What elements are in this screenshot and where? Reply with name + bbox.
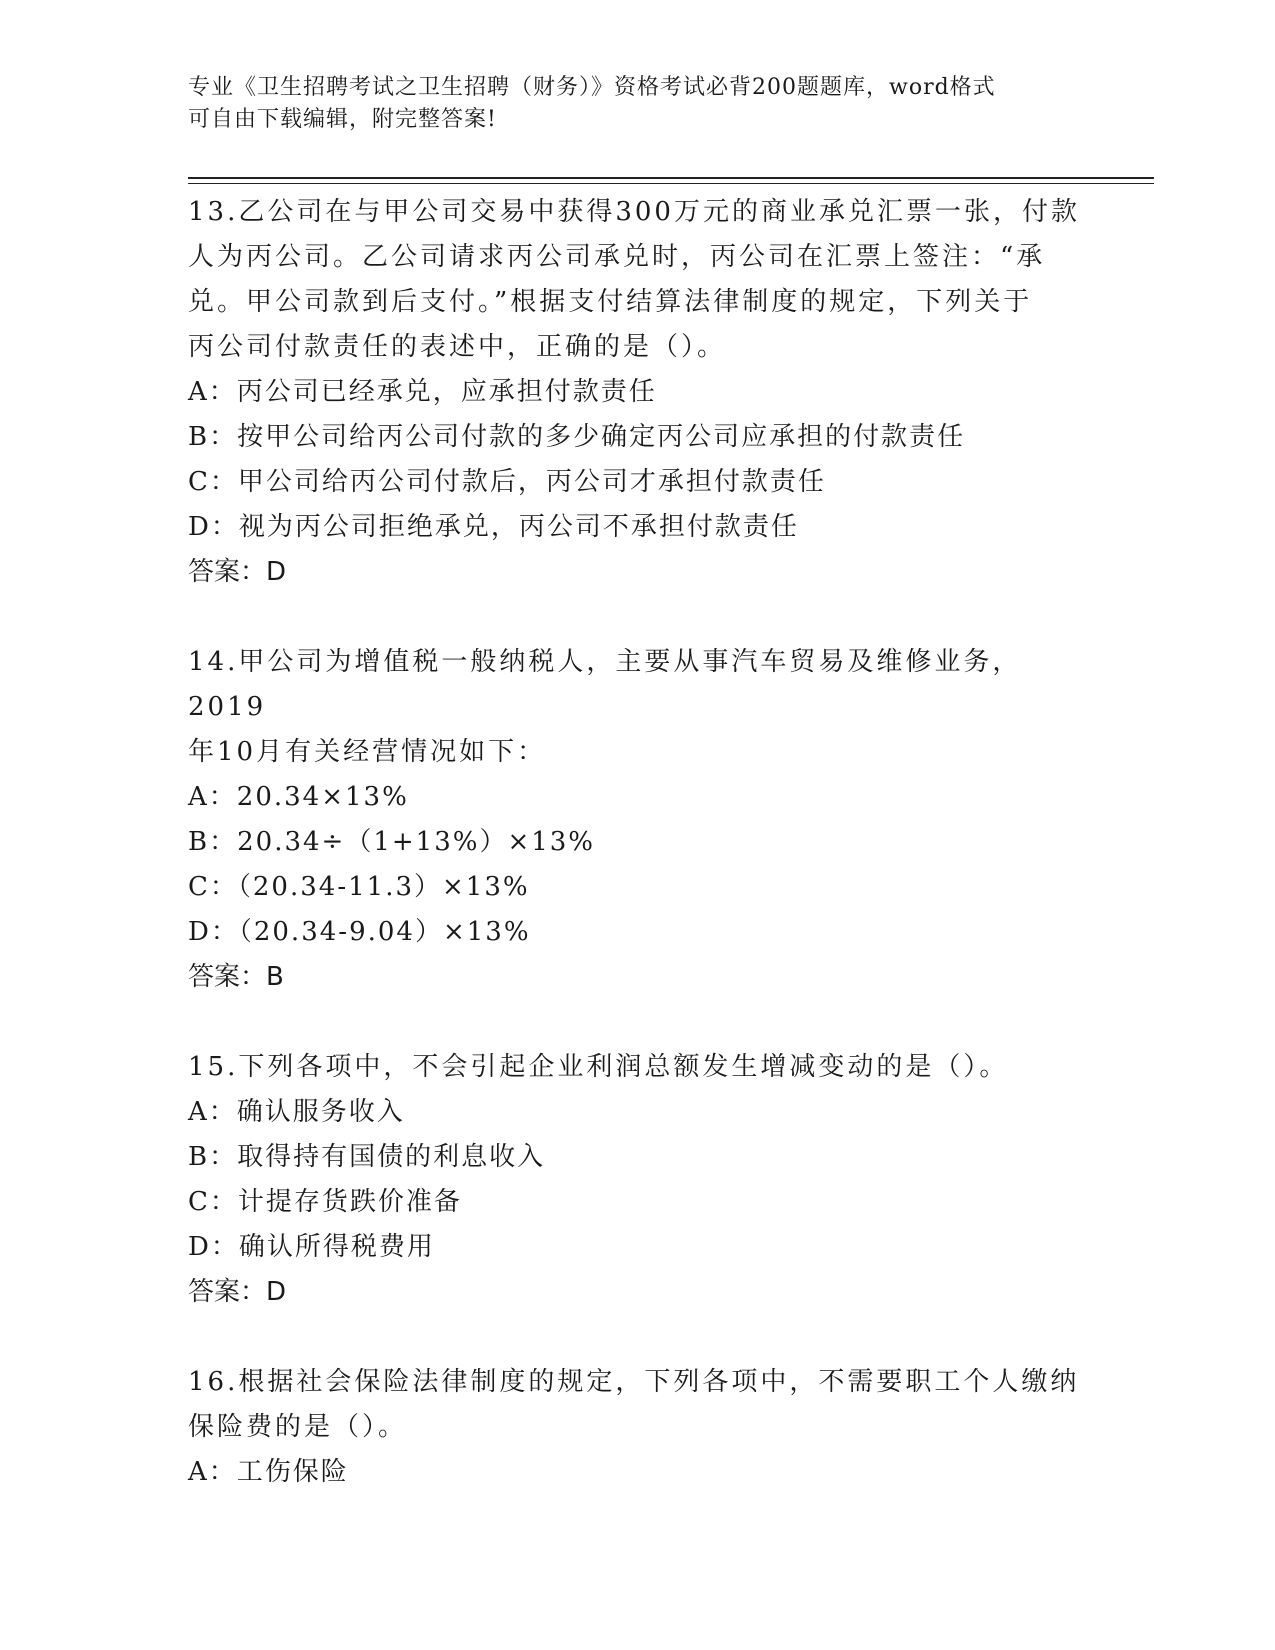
header-line-2: 可自由下载编辑，附完整答案! xyxy=(188,107,497,132)
option-d: D：视为丙公司拒绝承兑，丙公司不承担付款责任 xyxy=(188,512,799,542)
spacer xyxy=(188,1315,1088,1360)
header-divider-thin xyxy=(188,183,1154,184)
answer: 答案：D xyxy=(188,557,287,587)
option-b: B：取得持有国债的利息收入 xyxy=(188,1142,546,1172)
answer: 答案：D xyxy=(188,1277,287,1307)
option-a: A：确认服务收入 xyxy=(188,1097,405,1127)
question-15 xyxy=(188,1045,1088,1315)
answer: 答案：B xyxy=(188,962,284,992)
question-text-line: 兑。甲公司款到后支付。”根据支付结算法律制度的规定，下列关于 xyxy=(188,287,1033,317)
option-b: B：按甲公司给丙公司付款的多少确定丙公司应承担的付款责任 xyxy=(188,422,966,452)
question-text-line: 14.甲公司为增值税一般纳税人，主要从事汽车贸易及维修业务，2019 xyxy=(188,647,1022,722)
question-14 xyxy=(188,640,1088,1000)
header-divider-thick xyxy=(188,177,1154,179)
option-b: B：20.34÷（1+13%）×13% xyxy=(188,827,596,857)
question-16 xyxy=(188,1360,1088,1495)
question-text-line: 人为丙公司。乙公司请求丙公司承兑时，丙公司在汇票上签注：“承 xyxy=(188,242,1046,272)
option-c: C：计提存货跌价准备 xyxy=(188,1187,462,1217)
spacer xyxy=(188,1000,1088,1045)
document-header xyxy=(188,72,1088,136)
spacer xyxy=(188,595,1088,640)
question-text-line: 年10月有关经营情况如下： xyxy=(188,737,547,767)
question-text-line: 丙公司付款责任的表述中，正确的是（）。 xyxy=(188,332,727,362)
option-a: A：20.34×13% xyxy=(188,782,409,812)
option-c: C：（20.34-11.3）×13% xyxy=(188,872,530,902)
question-text-line: 16.根据社会保险法律制度的规定，下列各项中，不需要职工个人缴纳 xyxy=(188,1367,1080,1397)
question-13 xyxy=(188,190,1088,595)
question-text-line: 13.乙公司在与甲公司交易中获得300万元的商业承兑汇票一张，付款 xyxy=(188,197,1080,227)
option-c: C：甲公司给丙公司付款后，丙公司才承担付款责任 xyxy=(188,467,826,497)
option-d: D：确认所得税费用 xyxy=(188,1232,435,1262)
option-d: D：（20.34-9.04）×13% xyxy=(188,917,531,947)
question-text-line: 15.下列各项中，不会引起企业利润总额发生增减变动的是（）。 xyxy=(188,1052,1009,1082)
header-line-1: 专业《卫生招聘考试之卫生招聘（财务）》资格考试必背200题题库，word格式 xyxy=(188,75,996,100)
option-a: A：工伤保险 xyxy=(188,1457,349,1487)
option-a: A：丙公司已经承兑，应承担付款责任 xyxy=(188,377,657,407)
question-list xyxy=(188,190,1088,1495)
question-text-line: 保险费的是（）。 xyxy=(188,1412,408,1442)
